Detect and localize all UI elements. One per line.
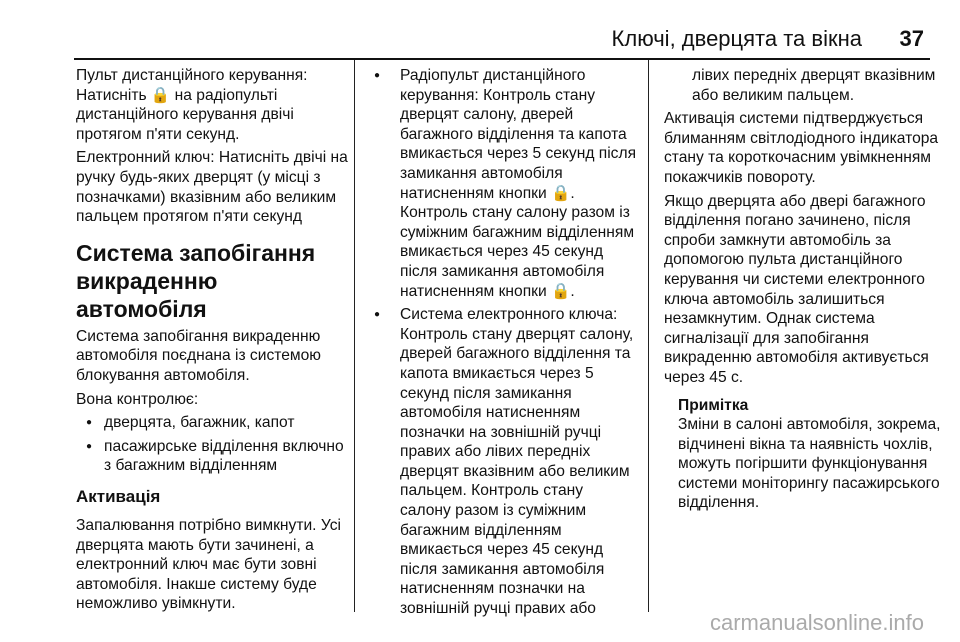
continued-text: лівих передніх дверцят вказівним або великим пальцем. bbox=[692, 67, 936, 104]
column-1 bbox=[76, 66, 348, 618]
page-number: 37 bbox=[899, 26, 924, 51]
activation-paragraph: Запалювання потрібно вимкнути. Усі дверцята мають бути зачинені, а електронний ключ має бути зовні автомобіля. Інакше систему буде неможливо увімкнути. bbox=[76, 516, 341, 613]
remote-paragraph: Пульт дистанційного керування: Натисніть 🔒 на радіопульті дистанційного керування двічі протягом п'яти секунд. bbox=[76, 67, 308, 143]
column-3 bbox=[664, 66, 954, 513]
anti-theft-intro: Система запобігання викраденню автомобіля поєднана із системою блокування автомобіля. bbox=[76, 327, 321, 384]
page-header-title: Ключі, дверцята та вікна bbox=[611, 26, 862, 51]
electronic-key-paragraph: Електронний ключ: Натисніть двічі на ручку будь-яких дверцят (у місці з позначками) вказівним або великим пальцем протягом п'яти секунд bbox=[76, 149, 348, 226]
column-divider-2 bbox=[648, 60, 649, 612]
note-box bbox=[664, 396, 954, 514]
watermark: carmanualsonline.info bbox=[709, 610, 924, 635]
column-2 bbox=[374, 66, 636, 623]
section-heading-anti-theft: Система запобігання викраденню автомобіля bbox=[76, 239, 316, 322]
monitored-list bbox=[76, 413, 348, 476]
list-item: ● Система електронного ключа: Контроль стану дверцят салону, дверей багажного відділення та капота вмикається через 5 секунд після замикання автомобіля натисненням позначки на зовнішній ручці правих або лівих передніх дверцят вказівним або великим пальцем. Контроль стану салону разом із суміжним багажним відділенням вмикається через 45 секунд після замикання автомобіля натисненням позначки на зовнішній ручці правих або bbox=[374, 305, 636, 619]
note-text: Зміни в салоні автомобіля, зокрема, відчинені вікна та наявність чохлів, можуть погіршити функціонування системи моніторингу пасажирського відділення. bbox=[678, 416, 941, 512]
section-heading-activation: Активація bbox=[76, 486, 161, 506]
list-item: ● дверцята, багажник, капот bbox=[76, 413, 348, 433]
header-rule bbox=[74, 58, 930, 60]
unlocked-door-paragraph: Якщо дверцята або двері багажного відділення погано зачинено, після спроби замкнути автомобіль за допомогою пульта дистанційного керування чи системи електронного ключа автомобіль залишиться незамкнутим. Однак система сигналізації для запобігання викраденню автомобіля активується через 45 с. bbox=[664, 192, 929, 386]
confirmation-paragraph: Активація системи підтверджується блиманням світлодіодного індикатора стану та короткочасним увімкненням покажчиків повороту. bbox=[664, 110, 939, 186]
list-item: ● Радіопульт дистанційного керування: Контроль стану дверцят салону, дверей багажного відділення та капота вмикається через 5 секунд після замикання автомобіля натисненням кнопки 🔒. Контроль стану салону разом із суміжним багажним відділенням вмикається через 45 секунд після замикання автомобіля натисненням кнопки 🔒. bbox=[374, 66, 636, 301]
note-title: Примітка bbox=[678, 396, 749, 414]
monitors-label: Вона контролює: bbox=[76, 390, 199, 408]
list-item: ● пасажирське відділення включно з багажним відділенням bbox=[76, 437, 348, 476]
activation-methods-list bbox=[374, 66, 636, 619]
column-divider-1 bbox=[354, 60, 355, 612]
